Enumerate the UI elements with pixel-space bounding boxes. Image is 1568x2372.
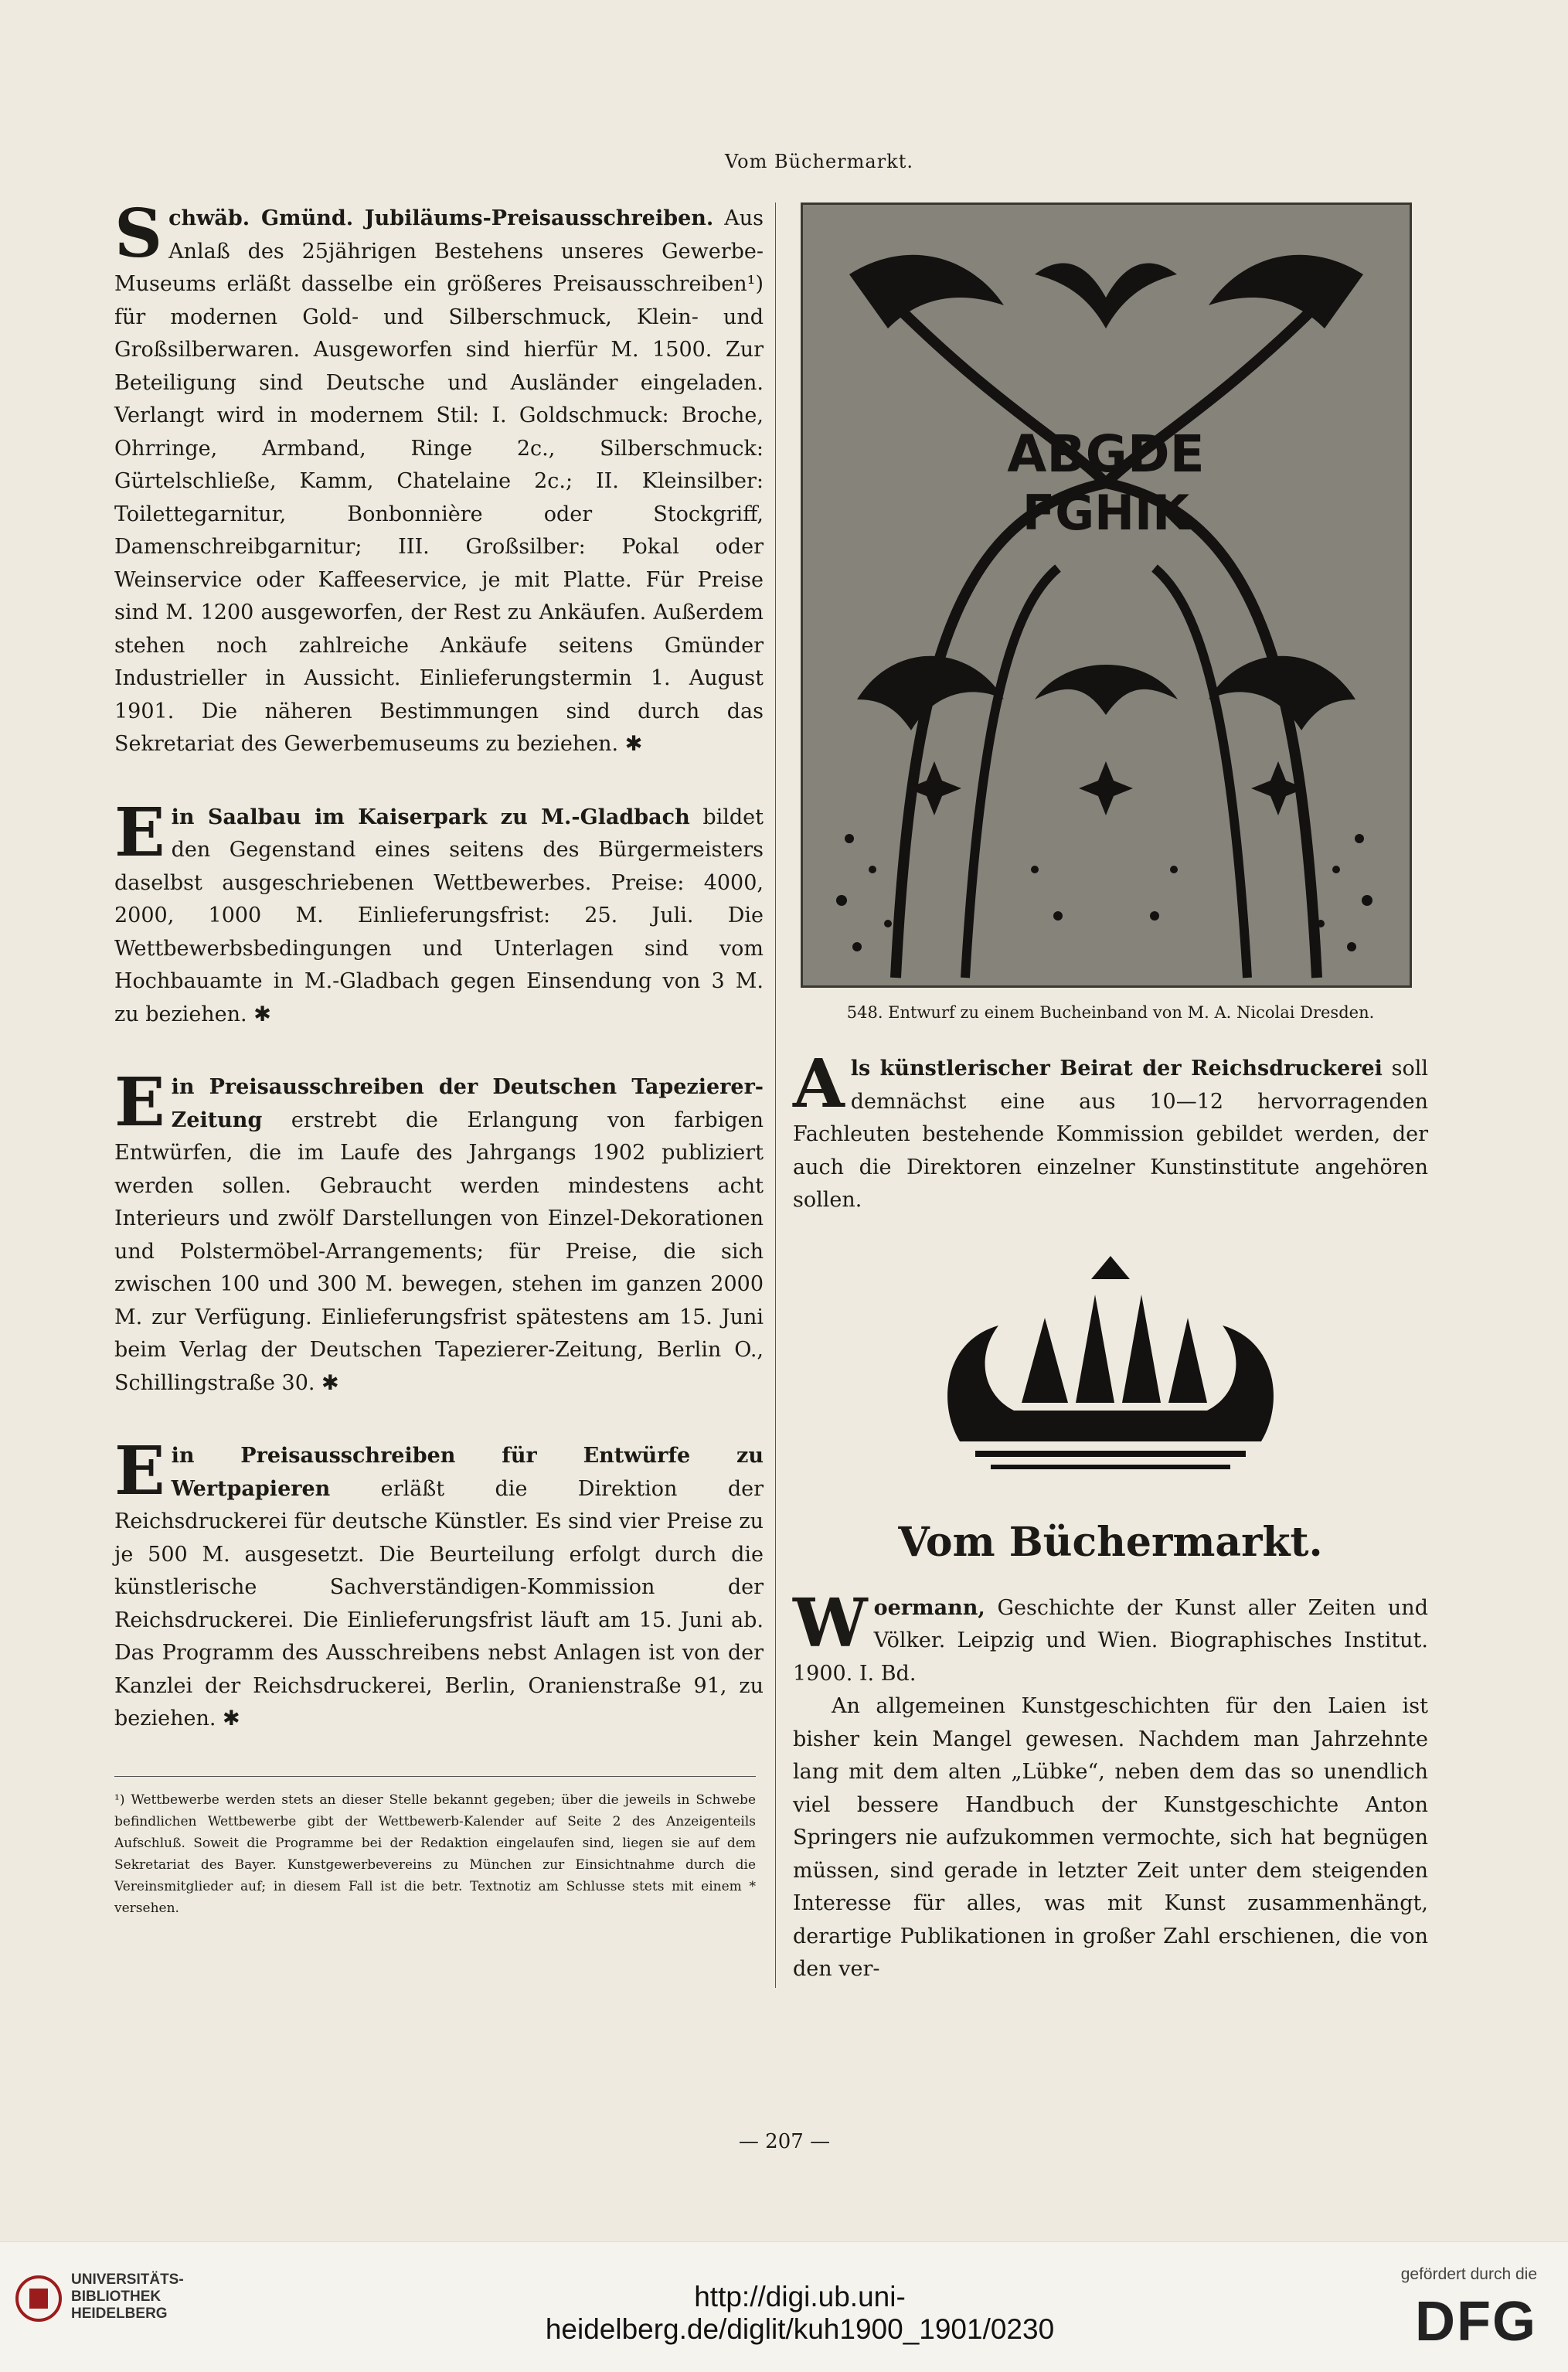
crown-ornament bbox=[929, 1248, 1292, 1480]
article-beirat bbox=[793, 1045, 1428, 1217]
footnote-text: ¹) Wettbewerbe werden stets an dieser Stelle bekannt gegeben; über die jeweils in Schwebe befindlichen Wettbewerbe gibt der Wettbewerb-Kalender auf Seite 2 des Anzeigenteils Aufschluß. Soweit die Programme bei der Redaktion eingelaufen sind, liegen sie auf dem Sekretariat des Bayer. Kunstgewerbevereins zu München zur Einsichtnahme durch die Vereinsmitglieder auf; in diesem Fall ist die betr. Textnotiz am Schlusse stets mit einem * versehen. bbox=[114, 1792, 756, 1916]
review-woermann bbox=[793, 1584, 1428, 1986]
article-saalbau bbox=[114, 793, 764, 1032]
funded-by-label: gefördert durch die bbox=[1400, 2265, 1537, 2283]
dropcap: E bbox=[114, 1063, 165, 1142]
article-body: soll demnächst eine aus 10—12 hervorragenden Fachleuten bestehende Kommission gebildet werden, der auch die Direktoren einzelner Kunstinstitute angehören sollen. bbox=[793, 1057, 1428, 1212]
column-divider bbox=[775, 202, 776, 1988]
review-citation: Geschichte der Kunst aller Zeiten und Völker. Leipzig und Wien. Biographisches Institut. 1900. I. Bd. bbox=[793, 1595, 1428, 1686]
article-gmuend bbox=[114, 195, 764, 761]
article-body: Aus Anlaß des 25jährigen Bestehens unseres Gewerbe-Museums erläßt dasselbe ein größeres Preisausschreiben¹) für modernen Gold- und Silberschmuck, Klein- und Großsilberwaren. Ausgeworfen sind hierfür M. 1500. Zur Beteiligung sind Deutsche und Ausländer eingeladen. Verlangt wird in modernem Stil: I. Goldschmuck: Broche, Ohrringe, Armband, Ringe 2c., Silberschmuck: Gürtelschließe, Kamm, Chatelaine 2c.; II. Kleinsilber: Toilettegarnitur, Bonbonnière oder Stockgriff, Damenschreibgarnitur; III. Großsilber: Pokal oder Weinservice oder Kaffeeservice, je mit Platte. Für Preise sind M. 1200 ausgeworfen, der Rest zu Ankäufen. Außerdem stehen noch zahlreiche Ankäufe seitens Gmünder Industrieller in Aussicht. Einlieferungstermin 1. August 1901. Die näheren Bestimmungen sind durch das Sekretariat des Gewerbemuseums zu beziehen. ✱ bbox=[114, 206, 764, 756]
article-tapezierer bbox=[114, 1063, 764, 1400]
right-column bbox=[793, 202, 1428, 2027]
cover-letters-line2: FGHIK bbox=[1022, 485, 1190, 541]
article-body: bildet den Gegenstand eines seitens des Bürgermeisters daselbst ausgeschriebenen Wettbewerbes. Preise: 4000, 2000, 1000 M. Einlieferungsfrist: 25. Juli. Die Wettbewerbsbedingungen und Unterlagen sind vom Hochbauamte in M.-Gladbach gegen Einsendung von 3 M. zu beziehen. ✱ bbox=[114, 805, 764, 1026]
art-nouveau-design bbox=[803, 205, 1410, 985]
permalink-url[interactable]: http://digi.ub.uni-heidelberg.de/diglit/kuh1900_1901/0230 bbox=[545, 2281, 1055, 2345]
article-headline: in Saalbau im Kaiserpark zu M.-Gladbach bbox=[171, 805, 690, 829]
article-headline: in Preisausschreiben der Deutschen Tapezierer-Zeitung bbox=[171, 1075, 764, 1132]
running-head: Vom Büchermarkt. bbox=[725, 151, 913, 172]
dropcap: S bbox=[114, 195, 163, 273]
university-seal-icon bbox=[15, 2273, 62, 2324]
dropcap: E bbox=[114, 1432, 165, 1510]
article-body: erläßt die Direktion der Reichsdruckerei für deutsche Künstler. Es sind vier Preise zu je 500 M. ausgesetzt. Die Beurteilung erfolgt durch die künstlerische Sachverständigen-Kommission der Reichsdruckerei. Die Einlieferungsfrist läuft am 15. Juni ab. Das Programm des Ausschreibens nebst Anlagen ist von der Kanzlei der Reichsdruckerei, Berlin, Oranienstraße 91, zu beziehen. ✱ bbox=[114, 1476, 764, 1731]
article-body: erstrebt die Erlangung von farbigen Entwürfen, die im Laufe des Jahrgangs 1902 publiziert werden sollen. Gebraucht werden mindestens acht Interieurs und zwölf Darstellungen von Einzel-Dekorationen und Polstermöbel-Arrangements; für Preise, die sich zwischen 100 und 300 M. bewegen, stehen im ganzen 2000 M. zur Verfügung. Einlieferungsfrist spätestens am 15. Juni beim Verlag der Deutschen Tapezierer-Zeitung, Berlin O., Schillingstraße 30. ✱ bbox=[114, 1108, 764, 1395]
institution-line: BIBLIOTHEK bbox=[71, 2289, 162, 2305]
dfg-logo: DFG bbox=[1415, 2291, 1537, 2353]
page-number: — 207 — bbox=[738, 2130, 831, 2153]
institution-name bbox=[71, 2272, 184, 2323]
figure-caption: 548. Entwurf zu einem Bucheinband von M. A. Nicolai Dresden. bbox=[846, 1003, 1375, 1022]
article-headline: ls künstlerischer Beirat der Reichsdruckerei bbox=[850, 1057, 1383, 1081]
review-headline: oermann, bbox=[873, 1595, 985, 1620]
article-wertpapiere bbox=[114, 1432, 764, 1736]
article-headline: chwäb. Gmünd. Jubiläums-Preisausschreiben. bbox=[168, 206, 714, 230]
section-title: Vom Büchermarkt. bbox=[898, 1518, 1323, 1566]
institution-line: UNIVERSITÄTS- bbox=[71, 2272, 184, 2288]
viewer-footer bbox=[0, 2241, 1568, 2372]
dropcap: A bbox=[793, 1045, 845, 1123]
article-headline: in Preisausschreiben für Entwürfe zu Wertpapieren bbox=[171, 1444, 764, 1501]
review-paragraph: An allgemeinen Kunstgeschichten für den Laien ist bisher kein Mangel gewesen. Nachdem man Jahrzehnte lang mit dem alten „Lübke“, neben dem das so unendlich viel bessere Handbuch der Kunstgeschichte Anton Springers nie aufzukommen vermochte, sich hat begnügen müssen, sind gerade in letzter Zeit unter dem steigenden Interesse für alles, was mit Kunst zusammenhängt, derartige Publikationen in großer Zahl erschienen, die von den ver- bbox=[793, 1694, 1428, 1981]
dropcap: E bbox=[114, 793, 165, 872]
institution-line: HEIDELBERG bbox=[71, 2306, 168, 2322]
dropcap: W bbox=[793, 1584, 868, 1662]
left-column bbox=[114, 195, 764, 1919]
footnote bbox=[114, 1776, 756, 1919]
cover-letters-line1: ABGDE bbox=[1007, 424, 1205, 484]
book-cover-illustration bbox=[801, 202, 1412, 988]
